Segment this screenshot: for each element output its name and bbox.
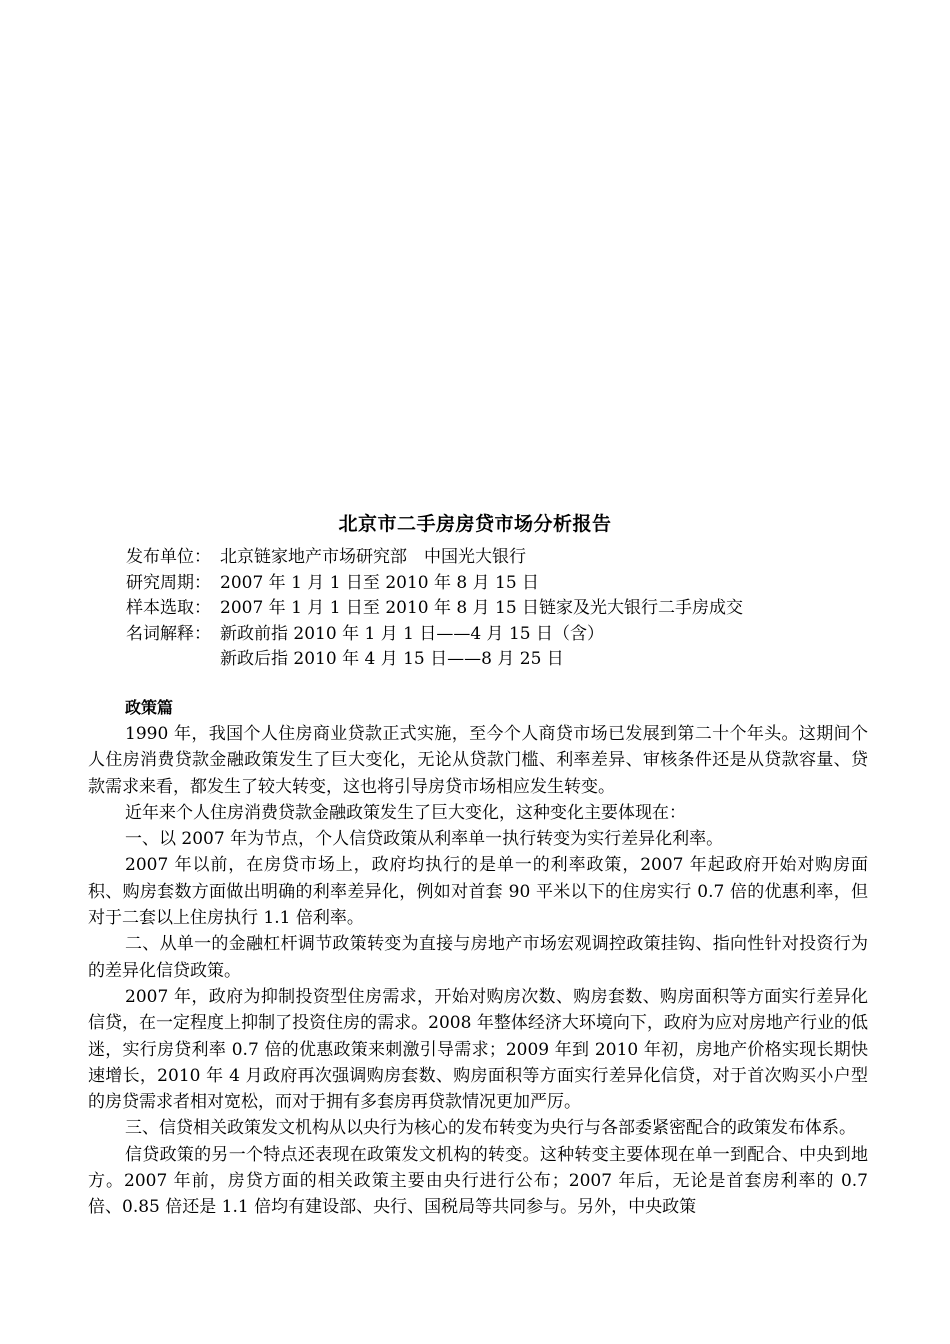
section-heading: 政策篇 <box>125 698 174 717</box>
report-body <box>88 695 868 1221</box>
paragraph: 2007 年以前，在房贷市场上，政府均执行的是单一的利率政策，2007 年起政府开始对购房面积、购房套数方面做出明确的利率差异化，例如对首套 90 平米以下的住房实行 0.7 倍的优惠利率，但对于二套以上住房执行 1.1 倍利率。 <box>88 855 868 929</box>
paragraph: 近年来个人住房消费贷款金融政策发生了巨大变化，这种变化主要体现在： <box>125 802 686 823</box>
paragraph: 一、以 2007 年为节点，个人信贷政策从利率单一执行转变为实行差异化利率。 <box>125 829 724 850</box>
meta-row-glossary-cont <box>126 647 743 673</box>
paragraph: 三、信贷相关政策发文机构从以央行为核心的发布转变为央行与各部委紧密配合的政策发布体系。 <box>125 1118 856 1139</box>
paragraph: 二、从单一的金融杠杆调节政策转变为直接与房地产市场宏观调控政策挂钩、指向性针对投资行为的差异化信贷政策。 <box>88 934 868 981</box>
meta-label: 名词解释： <box>126 623 211 644</box>
paragraph: 1990 年，我国个人住房商业贷款正式实施，至今个人商贷市场已发展到第二十个年头。这期间个人住房消费贷款金融政策发生了巨大变化，无论从贷款门槛、利率差异、审核条件还是从贷款容量、贷款需求来看，都发生了较大转变，这也将引导房贷市场相应发生转变。 <box>88 724 868 797</box>
meta-row-glossary <box>126 622 743 648</box>
page-title: 北京市二手房房贷市场分析报告 <box>338 513 612 535</box>
meta-value: 北京链家地产市场研究部 中国光大银行 <box>220 547 526 567</box>
report-meta <box>126 545 743 673</box>
meta-row-sample <box>126 596 743 622</box>
paragraph: 信贷政策的另一个特点还表现在政策发文机构的转变。这种转变主要体现在单一到配合、中央到地方。2007 年前，房贷方面的相关政策主要由央行进行公布；2007 年后，无论是首套房利率的 0.7 倍、0.85 倍还是 1.1 倍均有建设部、央行、国税局等共同参与。另外，中央政策 <box>88 1144 868 1218</box>
meta-label: 发布单位： <box>126 547 211 567</box>
meta-value: 2007 年 1 月 1 日至 2010 年 8 月 15 日链家及光大银行二手房成交 <box>220 598 744 618</box>
meta-value: 2007 年 1 月 1 日至 2010 年 8 月 15 日 <box>220 572 540 593</box>
meta-value: 新政前指 2010 年 1 月 1 日——4 月 15 日（含） <box>220 623 604 644</box>
meta-label: 样本选取： <box>126 598 211 618</box>
meta-row-period <box>126 571 743 597</box>
paragraph: 2007 年，政府为抑制投资型住房需求，开始对购房次数、购房套数、购房面积等方面实行差异化信贷，在一定程度上抑制了投资住房的需求。2008 年整体经济大环境向下，政府为应对房地产行业的低迷，实行房贷利率 0.7 倍的优惠政策来刺激引导需求；2009 年到 2010 年初，房地产价格实现长期快速增长，2010 年 4 月政府再次强调购房套数、购房面积等方面实行差异化信贷，对于首次购买小户型的房贷需求者相对宽松，而对于拥有多套房再贷款情况更加严厉。 <box>88 986 868 1113</box>
meta-row-publisher <box>126 545 743 571</box>
meta-label: 研究周期： <box>126 572 211 593</box>
meta-label <box>126 647 220 673</box>
meta-value: 新政后指 2010 年 4 月 15 日——8 月 25 日 <box>220 649 564 669</box>
